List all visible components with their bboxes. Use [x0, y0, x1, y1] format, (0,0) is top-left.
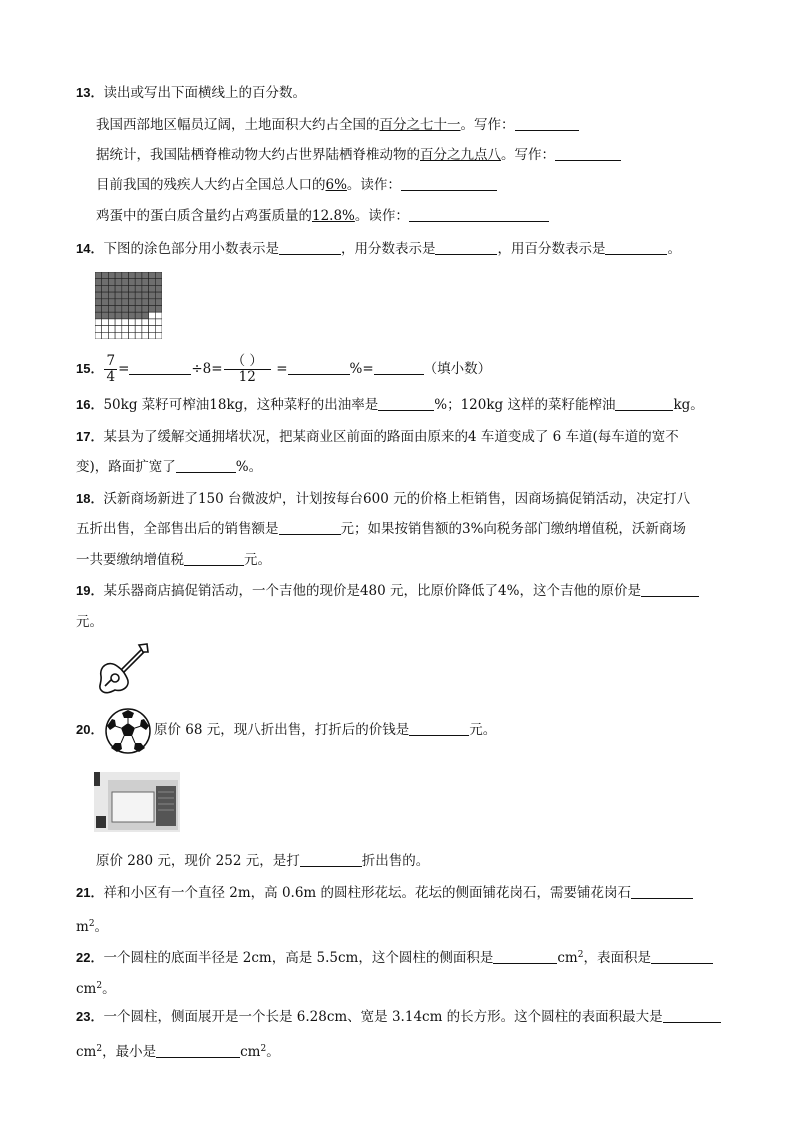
q23-line2: $cm^2$，最小是 $cm^2$。 [76, 1044, 280, 1060]
grid-cell-shaded [115, 292, 122, 299]
grid-cell-shaded [135, 312, 142, 319]
grid-cell [149, 312, 156, 319]
grid-cell-shaded [95, 285, 102, 292]
grid-cell-shaded [142, 292, 149, 299]
grid-cell-shaded [155, 299, 162, 306]
grid-cell-shaded [95, 312, 102, 319]
q18-line2: 五折出售，全部售出后的销售额是 元；如果按销售额的3%向税务部门缴纳增值税，沃新商场 [76, 521, 686, 537]
answer-blank[interactable] [176, 459, 236, 473]
grid-cell-shaded [149, 279, 156, 286]
guitar-icon [95, 640, 151, 696]
fraction-blank-12: $\frac{( )}{12}$ [224, 354, 271, 385]
grid-cell-shaded [95, 299, 102, 306]
grid-cell [95, 332, 102, 339]
answer-blank[interactable] [605, 241, 667, 255]
answer-blank[interactable] [493, 950, 557, 964]
grid-cell-shaded [122, 306, 129, 313]
grid-cell-shaded [102, 272, 109, 279]
grid-cell-shaded [115, 285, 122, 292]
grid-cell [129, 326, 136, 333]
answer-blank[interactable] [663, 1009, 721, 1023]
q17-number: 17． [76, 429, 104, 444]
q13-number: 13． [76, 85, 104, 100]
answer-blank[interactable] [184, 552, 244, 566]
answer-blank[interactable] [555, 147, 621, 161]
grid-cell [142, 326, 149, 333]
grid-cell-shaded [95, 279, 102, 286]
grid-cell [122, 326, 129, 333]
answer-blank[interactable] [641, 583, 699, 597]
grid-cell-shaded [155, 272, 162, 279]
answer-blank[interactable] [156, 1044, 240, 1058]
grid-cell-shaded [129, 272, 136, 279]
grid-cell-shaded [142, 285, 149, 292]
grid-cell-shaded [142, 299, 149, 306]
q18-line1: 18．沃新商场新进了150 台微波炉，计划按每台600 元的价格上柜销售，因商场搞促销活动，决定打八 [76, 491, 691, 507]
q15-text: 15． $\frac{7}{4}$ = ÷8= $\frac{( )}{12}$ = %= （填小数） [76, 353, 492, 385]
grid-cell-shaded [155, 285, 162, 292]
grid-cell-shaded [115, 279, 122, 286]
answer-blank[interactable] [401, 177, 497, 191]
answer-blank[interactable] [378, 397, 434, 411]
grid-cell-shaded [129, 285, 136, 292]
grid-cell [129, 319, 136, 326]
grid-cell-shaded [129, 312, 136, 319]
grid-cell [129, 332, 136, 339]
answer-blank[interactable] [300, 853, 362, 867]
grid-cell-shaded [149, 285, 156, 292]
q20-number: 20． [76, 722, 104, 737]
q15-number: 15． [76, 361, 104, 376]
answer-blank[interactable] [651, 950, 713, 964]
grid-cell [115, 332, 122, 339]
q21-number: 21． [76, 885, 104, 900]
grid-cell [149, 326, 156, 333]
q18-number: 18． [76, 491, 104, 506]
grid-cell-shaded [135, 306, 142, 313]
grid-cell [135, 319, 142, 326]
grid-cell-shaded [115, 306, 122, 313]
product-photo-icon [94, 772, 180, 832]
grid-cell [155, 312, 162, 319]
answer-blank[interactable] [288, 361, 350, 375]
grid-cell-shaded [135, 285, 142, 292]
q21-line2: $m^2$。 [76, 919, 109, 935]
grid-cell-shaded [108, 285, 115, 292]
fraction-7-4: $\frac{7}{4}$ [106, 353, 116, 385]
grid-cell [115, 326, 122, 333]
grid-cell [155, 326, 162, 333]
grid-cell-shaded [122, 299, 129, 306]
answer-blank[interactable] [374, 361, 424, 375]
grid-cell [102, 319, 109, 326]
grid-cell-shaded [142, 272, 149, 279]
grid-cell [95, 326, 102, 333]
grid-cell-shaded [155, 306, 162, 313]
grid-cell-shaded [142, 306, 149, 313]
q13-line2: 据统计，我国陆栖脊椎动物大约占世界陆栖脊椎动物的百分之九点八。写作： [96, 146, 621, 164]
grid-cell-shaded [135, 279, 142, 286]
grid-cell-shaded [108, 279, 115, 286]
grid-cell [95, 319, 102, 326]
grid-cell-shaded [122, 292, 129, 299]
grid-cell-shaded [102, 299, 109, 306]
grid-cell-shaded [149, 272, 156, 279]
grid-cell [135, 326, 142, 333]
q16-number: 16． [76, 397, 104, 412]
answer-blank[interactable] [129, 361, 191, 375]
grid-cell-shaded [129, 292, 136, 299]
grid-cell [149, 319, 156, 326]
grid-cell-shaded [129, 299, 136, 306]
grid-cell-shaded [102, 306, 109, 313]
answer-blank[interactable] [279, 521, 341, 535]
grid-cell-shaded [135, 292, 142, 299]
grid-cell-shaded [102, 312, 109, 319]
q23-number: 23． [76, 1009, 104, 1024]
grid-cell-shaded [122, 312, 129, 319]
answer-blank[interactable] [409, 208, 549, 222]
grid-cell-shaded [129, 279, 136, 286]
answer-blank[interactable] [435, 241, 497, 255]
grid-cell [108, 326, 115, 333]
q13-line1: 我国西部地区幅员辽阔，土地面积大约占全国的百分之七十一。写作： [96, 116, 579, 134]
q17-line2: 变)，路面扩宽了 %。 [76, 459, 263, 475]
grid-cell-shaded [135, 299, 142, 306]
grid-cell [142, 332, 149, 339]
grid-cell [122, 332, 129, 339]
grid-cell-shaded [102, 292, 109, 299]
q13-line4: 鸡蛋中的蛋白质含量约占鸡蛋质量的12.8%。读作： [96, 207, 549, 225]
q22-line1: 22．一个圆柱的底面半径是 2cm，高是 5.5cm，这个圆柱的侧面积是 $cm^2$，表面积是 [76, 946, 713, 967]
grid-cell-shaded [135, 272, 142, 279]
q19-line1: 19．某乐器商店搞促销活动，一个吉他的现价是480 元，比原价降低了4%，这个吉他的原价是 [76, 582, 699, 600]
grid-cell [102, 326, 109, 333]
grid-cell-shaded [95, 306, 102, 313]
grid-cell-shaded [108, 299, 115, 306]
q19-number: 19． [76, 583, 104, 598]
soccer-ball-icon [104, 707, 152, 755]
grid-cell-shaded [95, 292, 102, 299]
q21-line1: 21．祥和小区有一个直径 2m，高 0.6m 的圆柱形花坛。花坛的侧面铺花岗石，需要铺花岗石 [76, 884, 693, 902]
answer-blank[interactable] [409, 722, 469, 736]
grid-cell [102, 332, 109, 339]
q13-line3: 目前我国的残疾人大约占全国总人口的6%。读作： [96, 176, 497, 194]
q16-text: 16．50kg 菜籽可榨油18kg，这种菜籽的出油率是 %；120kg 这样的菜籽能榨油 kg。 [76, 397, 704, 413]
grid-cell-shaded [149, 292, 156, 299]
q20-number-wrap [76, 721, 103, 739]
answer-blank[interactable] [279, 241, 341, 255]
grid-cell-shaded [142, 279, 149, 286]
grid-cell-shaded [149, 299, 156, 306]
q20-sub: 原价 280 元，现价 252 元，是打 折出售的。 [96, 853, 430, 869]
q19-line2: 元。 [76, 614, 103, 630]
answer-blank[interactable] [515, 117, 579, 131]
grid-cell-shaded [108, 306, 115, 313]
grid-cell-shaded [108, 272, 115, 279]
grid-cell-shaded [122, 279, 129, 286]
grid-cell-shaded [129, 306, 136, 313]
grid-cell [135, 332, 142, 339]
grid-cell-shaded [149, 306, 156, 313]
q17-line1: 17．某县为了缓解交通拥堵状况，把某商业区前面的路面由原来的4 车道变成了 6 车道(每车道的宽不 [76, 429, 679, 445]
grid-cell-shaded [122, 285, 129, 292]
q22-line2: $cm^2$。 [76, 981, 116, 997]
grid-cell [115, 319, 122, 326]
answer-blank[interactable] [615, 397, 673, 411]
q18-line3: 一共要缴纳增值税 元。 [76, 552, 271, 568]
q22-number: 22． [76, 950, 104, 965]
grid-cell-shaded [115, 299, 122, 306]
grid-cell [155, 319, 162, 326]
hundred-grid-figure [95, 272, 162, 339]
grid-cell-shaded [102, 285, 109, 292]
q14-number: 14． [76, 241, 104, 256]
grid-cell-shaded [102, 279, 109, 286]
grid-cell [122, 319, 129, 326]
grid-cell [108, 332, 115, 339]
grid-cell-shaded [122, 272, 129, 279]
grid-cell-shaded [142, 312, 149, 319]
grid-cell-shaded [95, 272, 102, 279]
grid-cell [155, 332, 162, 339]
grid-cell-shaded [115, 272, 122, 279]
grid-cell-shaded [108, 312, 115, 319]
grid-cell [142, 319, 149, 326]
grid-cell [149, 332, 156, 339]
grid-cell-shaded [155, 292, 162, 299]
grid-cell [108, 319, 115, 326]
grid-cell-shaded [155, 279, 162, 286]
grid-cell-shaded [115, 312, 122, 319]
q13-prompt: 13．读出或写出下面横线上的百分数。 [76, 85, 306, 101]
q14-text: 14．下图的涂色部分用小数表示是 ，用分数表示是 ，用百分数表示是 。 [76, 241, 681, 257]
q20-text: 原价 68 元，现八折出售，打折后的价钱是 元。 [154, 722, 497, 738]
q23-line1: 23．一个圆柱，侧面展开是一个长是 6.28cm、宽是 3.14cm 的长方形。这个圆柱的表面积最大是 [76, 1008, 721, 1026]
answer-blank[interactable] [631, 885, 693, 899]
grid-cell-shaded [108, 292, 115, 299]
